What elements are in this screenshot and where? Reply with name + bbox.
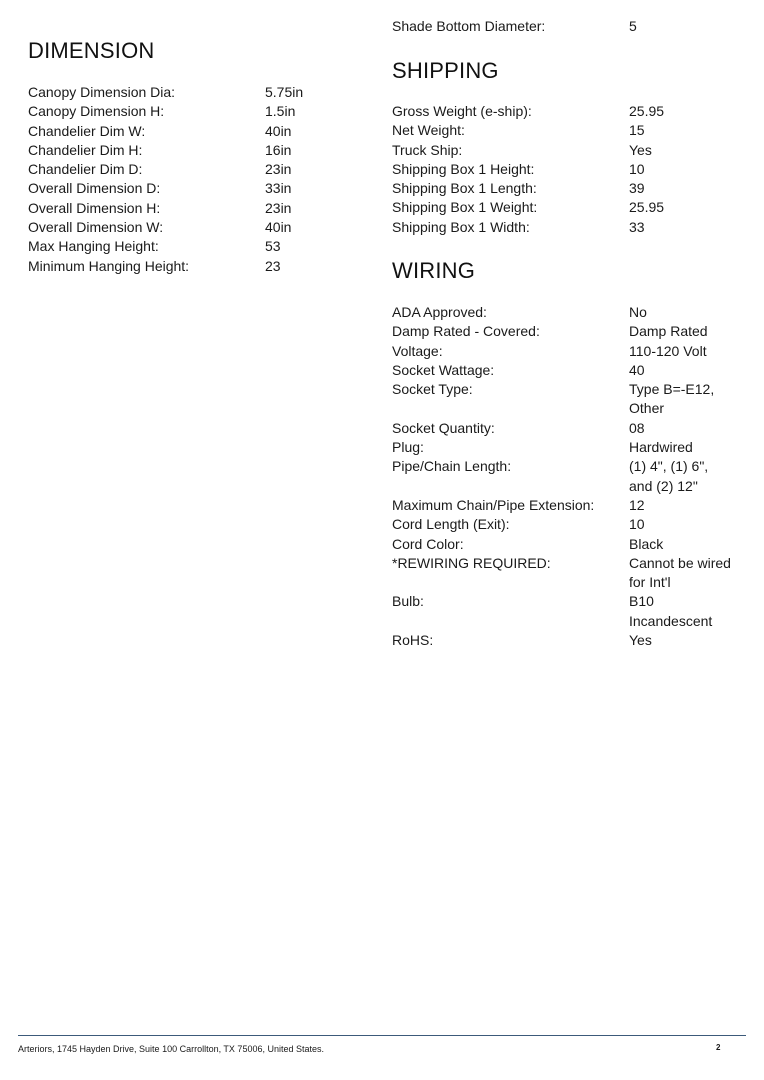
spec-row [392, 380, 752, 419]
spec-value: Cannot be wired for Int'l [629, 554, 731, 591]
spec-value: 16in [265, 141, 292, 158]
footer-address: Arteriors, 1745 Hayden Drive, Suite 100 Carrollton, TX 75006, United States. [18, 1044, 324, 1054]
spec-row [392, 419, 752, 438]
spec-value: Damp Rated [629, 323, 708, 340]
spec-label: Canopy Dimension H: [28, 103, 165, 120]
spec-label: Cord Color: [392, 535, 464, 552]
spec-label: Canopy Dimension Dia: [28, 84, 176, 100]
spec-label: Cord Length (Exit): [392, 516, 510, 533]
spec-label: Chandelier Dim W: [28, 122, 146, 139]
spec-label: Overall Dimension W: [28, 219, 164, 236]
footer-divider [18, 1035, 746, 1036]
wiring-heading: WIRING [392, 258, 476, 283]
spec-value: 12 [629, 496, 645, 513]
spec-row [392, 457, 752, 496]
spec-label: Voltage: [392, 342, 443, 359]
spec-row [392, 535, 752, 554]
spec-label: Net Weight: [392, 122, 465, 139]
spec-value: Hardwired [629, 439, 693, 456]
spec-row [392, 198, 752, 217]
spec-label: RoHS: [392, 632, 434, 649]
spec-value: 10 [629, 160, 645, 177]
spec-row [28, 83, 348, 102]
spec-row [392, 322, 752, 341]
shipping-spec-list [392, 102, 752, 237]
spec-value: 23in [265, 161, 292, 178]
dimension-spec-list [28, 83, 348, 276]
spec-label: Plug: [392, 439, 424, 456]
spec-value: 23in [265, 199, 292, 216]
spec-row [392, 141, 752, 160]
dimension-heading: DIMENSION [28, 38, 155, 63]
page-number: 2 [716, 1043, 721, 1052]
spec-value: 110-120 Volt [629, 342, 707, 359]
spec-value: B10 Incandescent [629, 593, 713, 629]
spec-row [28, 160, 348, 179]
spec-label: Socket Type: [392, 381, 473, 398]
spec-value: 15 [629, 122, 645, 139]
spec-label: *REWIRING REQUIRED: [392, 554, 551, 571]
spec-label: ADA Approved: [392, 304, 487, 320]
spec-value: Type B=-E12, Other [629, 381, 715, 417]
spec-row [392, 17, 752, 36]
spec-row [392, 160, 752, 179]
spec-row [392, 303, 752, 322]
spec-label: Shipping Box 1 Height: [392, 160, 535, 177]
wiring-spec-list [392, 303, 752, 650]
spec-row [28, 179, 348, 198]
spec-value: 25.95 [629, 103, 665, 119]
spec-value: 10 [629, 516, 645, 533]
spec-row [392, 342, 752, 361]
spec-value: 25.95 [629, 199, 665, 216]
spec-value: 53 [265, 238, 281, 255]
spec-row [28, 122, 348, 141]
spec-value: 5 [629, 18, 637, 34]
spec-value: 40in [265, 122, 292, 139]
spec-row [392, 438, 752, 457]
spec-value: 5.75in [265, 84, 304, 100]
spec-label: Truck Ship: [392, 141, 463, 158]
spec-label: Gross Weight (e-ship): [392, 103, 532, 119]
spec-label: Chandelier Dim D: [28, 161, 143, 178]
spec-label: Socket Wattage: [392, 361, 495, 378]
spec-label: Chandelier Dim H: [28, 141, 143, 158]
spec-value: Black [629, 535, 664, 552]
spec-row [28, 102, 348, 121]
spec-label: Maximum Chain/Pipe Extension: [392, 496, 595, 513]
spec-label: Shipping Box 1 Width: [392, 218, 530, 235]
spec-label: Overall Dimension H: [28, 199, 161, 216]
spec-row [392, 496, 752, 515]
spec-label: Minimum Hanging Height: [28, 257, 190, 274]
spec-row [392, 515, 752, 534]
spec-label: Bulb: [392, 593, 424, 610]
carryover-spec-list [392, 17, 752, 36]
spec-label: Damp Rated - Covered: [392, 323, 540, 340]
spec-value: 1.5in [265, 103, 296, 120]
spec-row [392, 179, 752, 198]
spec-label: Socket Quantity: [392, 419, 495, 436]
spec-row [392, 102, 752, 121]
spec-row [392, 631, 752, 650]
spec-label: Pipe/Chain Length: [392, 458, 512, 475]
spec-row [28, 218, 348, 237]
spec-row [28, 141, 348, 160]
spec-value: Yes [629, 141, 652, 158]
spec-value: (1) 4", (1) 6", and (2) 12" [629, 458, 709, 494]
spec-label: Shipping Box 1 Length: [392, 180, 537, 197]
spec-label: Shipping Box 1 Weight: [392, 199, 538, 216]
spec-label: Shade Bottom Diameter: [392, 18, 546, 34]
spec-value: 40 [629, 361, 645, 378]
spec-row [28, 237, 348, 256]
spec-label: Overall Dimension D: [28, 180, 161, 197]
spec-row [392, 361, 752, 380]
spec-value: 39 [629, 180, 645, 197]
spec-row [392, 554, 752, 593]
spec-row [28, 199, 348, 218]
spec-value: 33in [265, 180, 292, 197]
spec-row [392, 121, 752, 140]
spec-value: No [629, 304, 647, 320]
spec-value: 08 [629, 419, 645, 436]
spec-value: 40in [265, 219, 292, 236]
shipping-heading: SHIPPING [392, 58, 499, 83]
spec-value: 33 [629, 218, 645, 235]
spec-row [28, 257, 348, 276]
spec-value: 23 [265, 257, 281, 274]
spec-row [392, 592, 752, 631]
spec-row [392, 218, 752, 237]
spec-value: Yes [629, 632, 652, 649]
spec-label: Max Hanging Height: [28, 238, 159, 255]
